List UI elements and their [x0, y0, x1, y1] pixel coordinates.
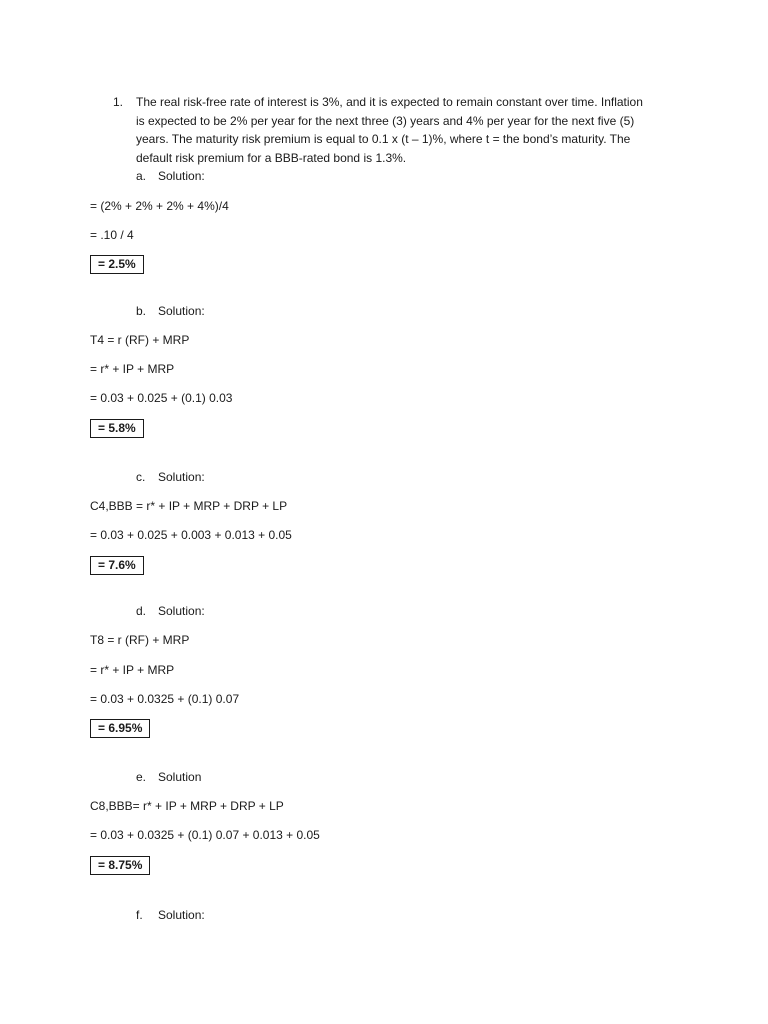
part-c-answer-box: = 7.6%: [90, 556, 144, 575]
part-e-answer-box: = 8.75%: [90, 856, 150, 875]
part-a-line: = (2% + 2% + 2% + 4%)/4: [90, 199, 229, 213]
part-a-answer-box: = 2.5%: [90, 255, 144, 274]
part-f-heading: [136, 906, 205, 924]
part-heading-label: Solution:: [158, 604, 205, 618]
part-e-line: C8,BBB= r* + IP + MRP + DRP + LP: [90, 799, 284, 813]
part-marker: c.: [136, 470, 146, 484]
part-c-heading: [136, 468, 205, 486]
part-e-heading: [136, 768, 201, 786]
part-heading-label: Solution:: [158, 304, 205, 318]
part-c-line: = 0.03 + 0.025 + 0.003 + 0.013 + 0.05: [90, 528, 292, 542]
part-b-line: = 0.03 + 0.025 + (0.1) 0.03: [90, 391, 233, 405]
part-d-line: = 0.03 + 0.0325 + (0.1) 0.07: [90, 692, 240, 706]
part-e-line: = 0.03 + 0.0325 + (0.1) 0.07 + 0.013 + 0.05: [90, 828, 320, 842]
question-number: 1.: [113, 95, 124, 109]
part-marker: b.: [136, 304, 147, 318]
question-line: is expected to be 2% per year for the next three (3) years and 4% per year for the next five (5): [136, 113, 635, 128]
part-heading-label: Solution:: [158, 169, 205, 183]
part-d-line: T8 = r (RF) + MRP: [90, 633, 190, 647]
part-heading-label: Solution: [158, 770, 202, 784]
part-c-line: C4,BBB = r* + IP + MRP + DRP + LP: [90, 499, 288, 513]
question-line: default risk premium for a BBB-rated bond is 1.3%.: [136, 150, 407, 165]
part-b-line: = r* + IP + MRP: [90, 362, 175, 376]
part-marker: d.: [136, 604, 147, 618]
part-d-line: = r* + IP + MRP: [90, 663, 175, 677]
part-marker: e.: [136, 770, 147, 784]
part-a-line: = .10 / 4: [90, 228, 134, 242]
part-b-heading: [136, 302, 205, 320]
part-b-line: T4 = r (RF) + MRP: [90, 333, 190, 347]
part-d-answer-box: = 6.95%: [90, 719, 150, 738]
question-line: The real risk-free rate of interest is 3%, and it is expected to remain constant over time. Inflation: [136, 95, 643, 109]
question-line: years. The maturity risk premium is equal to 0.1 x (t – 1)%, where t = the bond’s maturity. The: [136, 132, 631, 147]
part-marker: f.: [136, 908, 143, 922]
part-heading-label: Solution:: [158, 470, 205, 484]
part-heading-label: Solution:: [158, 908, 205, 922]
part-marker: a.: [136, 169, 147, 183]
part-a-heading: [136, 167, 205, 185]
question-text: [136, 93, 676, 167]
part-b-answer-box: = 5.8%: [90, 419, 144, 438]
part-d-heading: [136, 602, 205, 620]
